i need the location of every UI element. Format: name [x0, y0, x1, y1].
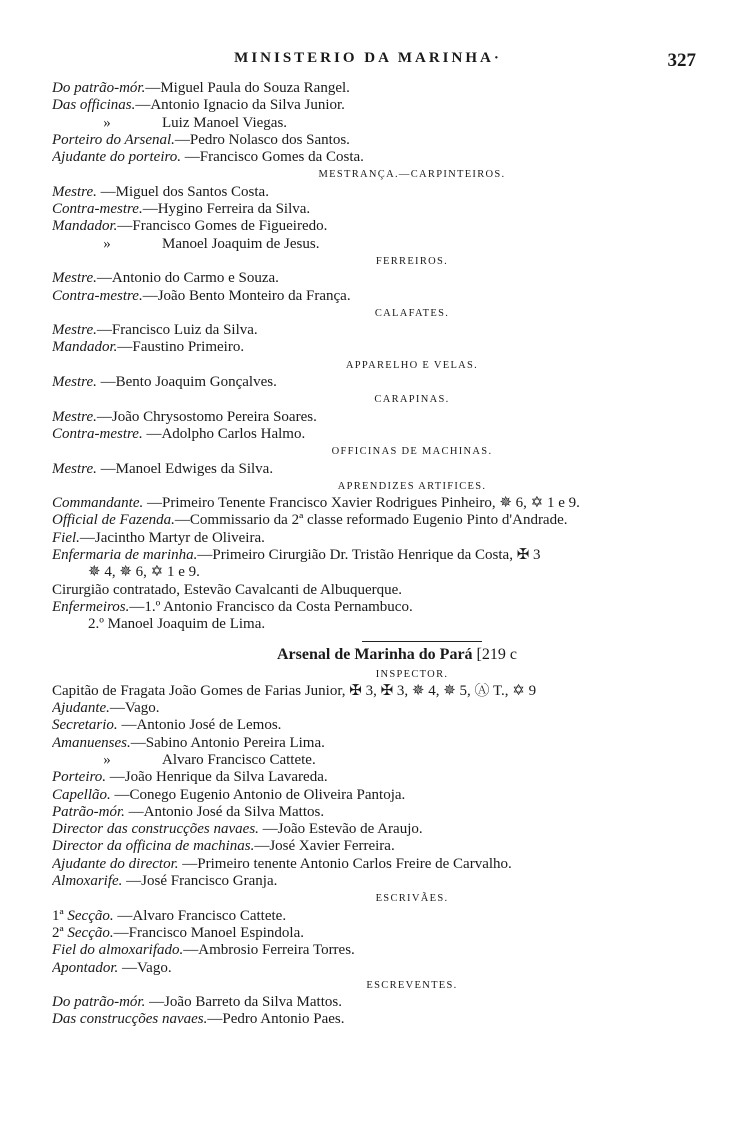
- entry-text: —João Henrique da Silva Lavareda.: [106, 769, 328, 786]
- entry-text: —Francisco Luiz da Silva.: [96, 322, 258, 339]
- entry-role: Mandador.: [52, 218, 118, 235]
- entry-role: Enfermeiros.: [52, 598, 130, 615]
- entry-line: [52, 80, 712, 97]
- entry-line: [52, 873, 712, 890]
- entry-role: Porteiro.: [52, 769, 107, 786]
- entry-line: [52, 115, 712, 132]
- entry-role: Mestre.: [52, 408, 97, 425]
- section-heading: APPARELHO E VELAS.: [345, 359, 479, 371]
- entry-line: [52, 717, 712, 734]
- entry-text: 2ª: [52, 924, 68, 941]
- entry-role: Fiel do almoxarifado.: [52, 942, 184, 959]
- entry-role: Contra-mestre.: [52, 425, 143, 442]
- entry-role: Mestre.: [52, 270, 97, 287]
- entry-role: Mestre.: [52, 183, 97, 200]
- entry-role: Contra-mestre.: [52, 201, 143, 218]
- entry-role: Mandador.: [52, 339, 118, 356]
- entry-role: Enfermaria de marinha.: [52, 547, 198, 564]
- section-heading: FERREIROS.: [375, 255, 449, 267]
- entry-text: Manoel Joaquim de Jesus.: [162, 235, 320, 252]
- entry-line: [52, 994, 712, 1011]
- entry-text: —Conego Eugenio Antonio de Oliveira Pantoja.: [110, 786, 406, 803]
- entry-line: [52, 409, 712, 426]
- entry-role: Amanuenses.: [52, 734, 131, 751]
- entry-line: [52, 787, 712, 804]
- entry-line: [52, 599, 712, 616]
- entry-text: —Francisco Gomes da Costa.: [181, 149, 364, 166]
- ditto-mark: »: [103, 114, 111, 131]
- entry-text: —João Chrysostomo Pereira Soares.: [96, 408, 317, 425]
- entry-text: —Antonio do Carmo e Souza.: [96, 270, 279, 287]
- entry-text: —José Xavier Ferreira.: [254, 838, 395, 855]
- entry-line: [52, 804, 712, 821]
- entry-text: —João Bento Monteiro da França.: [142, 287, 351, 304]
- entry-role: Commandante.: [52, 495, 144, 512]
- entry-role: Director da officina de machinas.: [52, 838, 255, 855]
- entry-text: —Vago.: [118, 959, 172, 976]
- entry-line: [52, 547, 712, 564]
- entry-line: [52, 201, 712, 218]
- entry-line: [52, 530, 712, 547]
- entry-text: Cirurgião contratado, Estevão Cavalcanti de Albuquerque.: [52, 581, 403, 598]
- entry-text: —Antonio José da Silva Mattos.: [124, 803, 325, 820]
- entry-text: —Faustino Primeiro.: [117, 339, 245, 356]
- entry-line: [52, 218, 712, 235]
- entry-line: [52, 236, 712, 253]
- arsenal-title: [52, 644, 712, 666]
- entry-role: Do patrão-mór.: [52, 80, 146, 96]
- entry-line: [52, 838, 712, 855]
- entry-text: —Jacintho Martyr de Oliveira.: [79, 529, 265, 546]
- entry-text: —Francisco Gomes de Figueiredo.: [117, 218, 328, 235]
- entry-role: Fiel.: [52, 529, 80, 546]
- entry-text: —Primeiro Cirurgião Dr. Tristão Henrique da Costa, ✠ 3: [197, 547, 541, 564]
- entry-line: [52, 512, 712, 529]
- entry-role: Das construcções navaes.: [52, 1011, 208, 1028]
- entry-text: 1ª: [52, 907, 68, 924]
- entry-line: [52, 700, 712, 717]
- entry-role: Ajudante do porteiro.: [52, 149, 182, 166]
- entry-line: [52, 821, 712, 838]
- entry-line: [52, 683, 712, 700]
- entry-text: —Miguel Paula do Souza Rangel.: [145, 80, 350, 96]
- entry-role: Mestre.: [52, 460, 97, 477]
- section-rule: [362, 641, 482, 642]
- entry-line: [52, 960, 712, 977]
- entry-line: [52, 925, 712, 942]
- entry-text: —1.º Antonio Francisco da Costa Pernambuco.: [129, 598, 413, 615]
- entry-role: Ajudante do director.: [52, 855, 179, 872]
- entry-role: Secretario.: [52, 717, 118, 734]
- entry-line: [52, 374, 712, 391]
- entry-role: Do patrão-mór.: [52, 994, 146, 1011]
- entry-line: [52, 322, 712, 339]
- section-heading: CARAPINAS.: [374, 394, 450, 406]
- entry-line: [52, 97, 712, 114]
- entry-role: Das officinas.: [52, 97, 136, 114]
- entry-line: [52, 582, 712, 599]
- entry-text: —Miguel dos Santos Costa.: [96, 183, 269, 200]
- entry-line: [52, 495, 712, 512]
- entry-text: —João Barreto da Silva Mattos.: [145, 994, 342, 1011]
- entry-text: —José Francisco Granja.: [122, 873, 278, 890]
- entry-role: Secção.: [67, 924, 114, 941]
- entry-text: —Vago.: [109, 700, 160, 717]
- entry-role: Director das construcções navaes.: [52, 821, 259, 838]
- entry-text: —Sabino Antonio Pereira Lima.: [130, 734, 325, 751]
- entry-role: Ajudante.: [52, 700, 110, 717]
- entry-line: [52, 564, 712, 581]
- entry-text: —Commissario da 2ª classe reformado Eugenio Pinto d'Andrade.: [174, 512, 568, 529]
- entry-role: Porteiro do Arsenal.: [52, 131, 175, 148]
- entry-line: [52, 735, 712, 752]
- entry-text: Alvaro Francisco Cattete.: [162, 751, 316, 768]
- entry-line: [52, 288, 712, 305]
- ditto-mark: »: [103, 751, 111, 768]
- entry-role: Capellão.: [52, 786, 111, 803]
- entry-text: —Antonio Ignacio da Silva Junior.: [135, 97, 345, 114]
- section-heading: ESCREVENTES.: [366, 979, 458, 991]
- entry-role: Contra-mestre.: [52, 287, 143, 304]
- entry-text: —Manoel Edwiges da Silva.: [96, 460, 274, 477]
- entry-text: —Primeiro Tenente Francisco Xavier Rodrigues Pinheiro, ✵ 6, ✡ 1 e 9.: [143, 495, 580, 512]
- entry-role: Official de Fazenda.: [52, 512, 175, 529]
- entry-line: [52, 752, 712, 769]
- entry-text: —Antonio José de Lemos.: [117, 717, 282, 734]
- entry-text: —Pedro Nolasco dos Santos.: [174, 131, 350, 148]
- entry-text: Luiz Manoel Viegas.: [162, 114, 288, 131]
- entry-line: [52, 461, 712, 478]
- entry-text: —Francisco Manoel Espindola.: [113, 924, 305, 941]
- ditto-mark: »: [103, 235, 111, 252]
- section-heading: MESTRANÇA.—CARPINTEIROS.: [318, 169, 506, 181]
- entry-role: Secção.: [67, 907, 114, 924]
- entry-text: —Bento Joaquim Gonçalves.: [96, 374, 277, 391]
- entry-line: [52, 908, 712, 925]
- entry-line: [52, 270, 712, 287]
- entry-role: Apontador.: [52, 959, 119, 976]
- entry-line: [52, 426, 712, 443]
- entry-role: Mestre.: [52, 374, 97, 391]
- section-heading: INSPECTOR.: [375, 668, 449, 680]
- entry-text: —Adolpho Carlos Halmo.: [142, 425, 306, 442]
- entry-text: —Hygino Ferreira da Silva.: [142, 201, 311, 218]
- entry-line: [52, 149, 712, 166]
- entry-text: —Ambrosio Ferreira Torres.: [183, 942, 355, 959]
- section-heading: APRENDIZES ARTIFICES.: [337, 480, 487, 492]
- entry-text: —Primeiro tenente Antonio Carlos Freire de Carvalho.: [178, 855, 512, 872]
- entry-text: Capitão de Fragata João Gomes de Farias Junior, ✠ 3, ✠ 3, ✵ 4, ✵ 5, Ⓐ T., ✡ 9: [52, 682, 537, 699]
- arsenal-name: Arsenal de Marinha do Pará: [277, 645, 473, 663]
- entry-line: [52, 1011, 712, 1028]
- entry-line: [52, 184, 712, 201]
- running-header-title: MINISTERIO DA MARINHA·: [234, 50, 502, 66]
- entry-line: [52, 339, 712, 356]
- section-heading: OFFICINAS DE MACHINAS.: [331, 446, 493, 458]
- entry-text: 2.º Manoel Joaquim de Lima.: [88, 616, 266, 633]
- page-number: 327: [667, 50, 696, 71]
- entry-line: [52, 132, 712, 149]
- entry-line: [52, 942, 712, 959]
- section-heading: CALAFATES.: [374, 307, 450, 319]
- entry-text: —Pedro Antonio Paes.: [207, 1011, 345, 1028]
- page-body: [52, 80, 712, 1029]
- entry-text: ✵ 4, ✵ 6, ✡ 1 e 9.: [88, 564, 200, 581]
- entry-text: —João Estevão de Araujo.: [258, 821, 423, 838]
- section-heading: ESCRIVÃES.: [375, 893, 449, 905]
- entry-line: [52, 769, 712, 786]
- entry-role: Almoxarife.: [52, 873, 123, 890]
- entry-role: Mestre.: [52, 322, 97, 339]
- entry-text: —Alvaro Francisco Cattete.: [113, 907, 287, 924]
- arsenal-ref: [219 c: [476, 645, 517, 663]
- entry-line: [52, 616, 712, 633]
- entry-line: [52, 856, 712, 873]
- entry-role: Patrão-mór.: [52, 803, 125, 820]
